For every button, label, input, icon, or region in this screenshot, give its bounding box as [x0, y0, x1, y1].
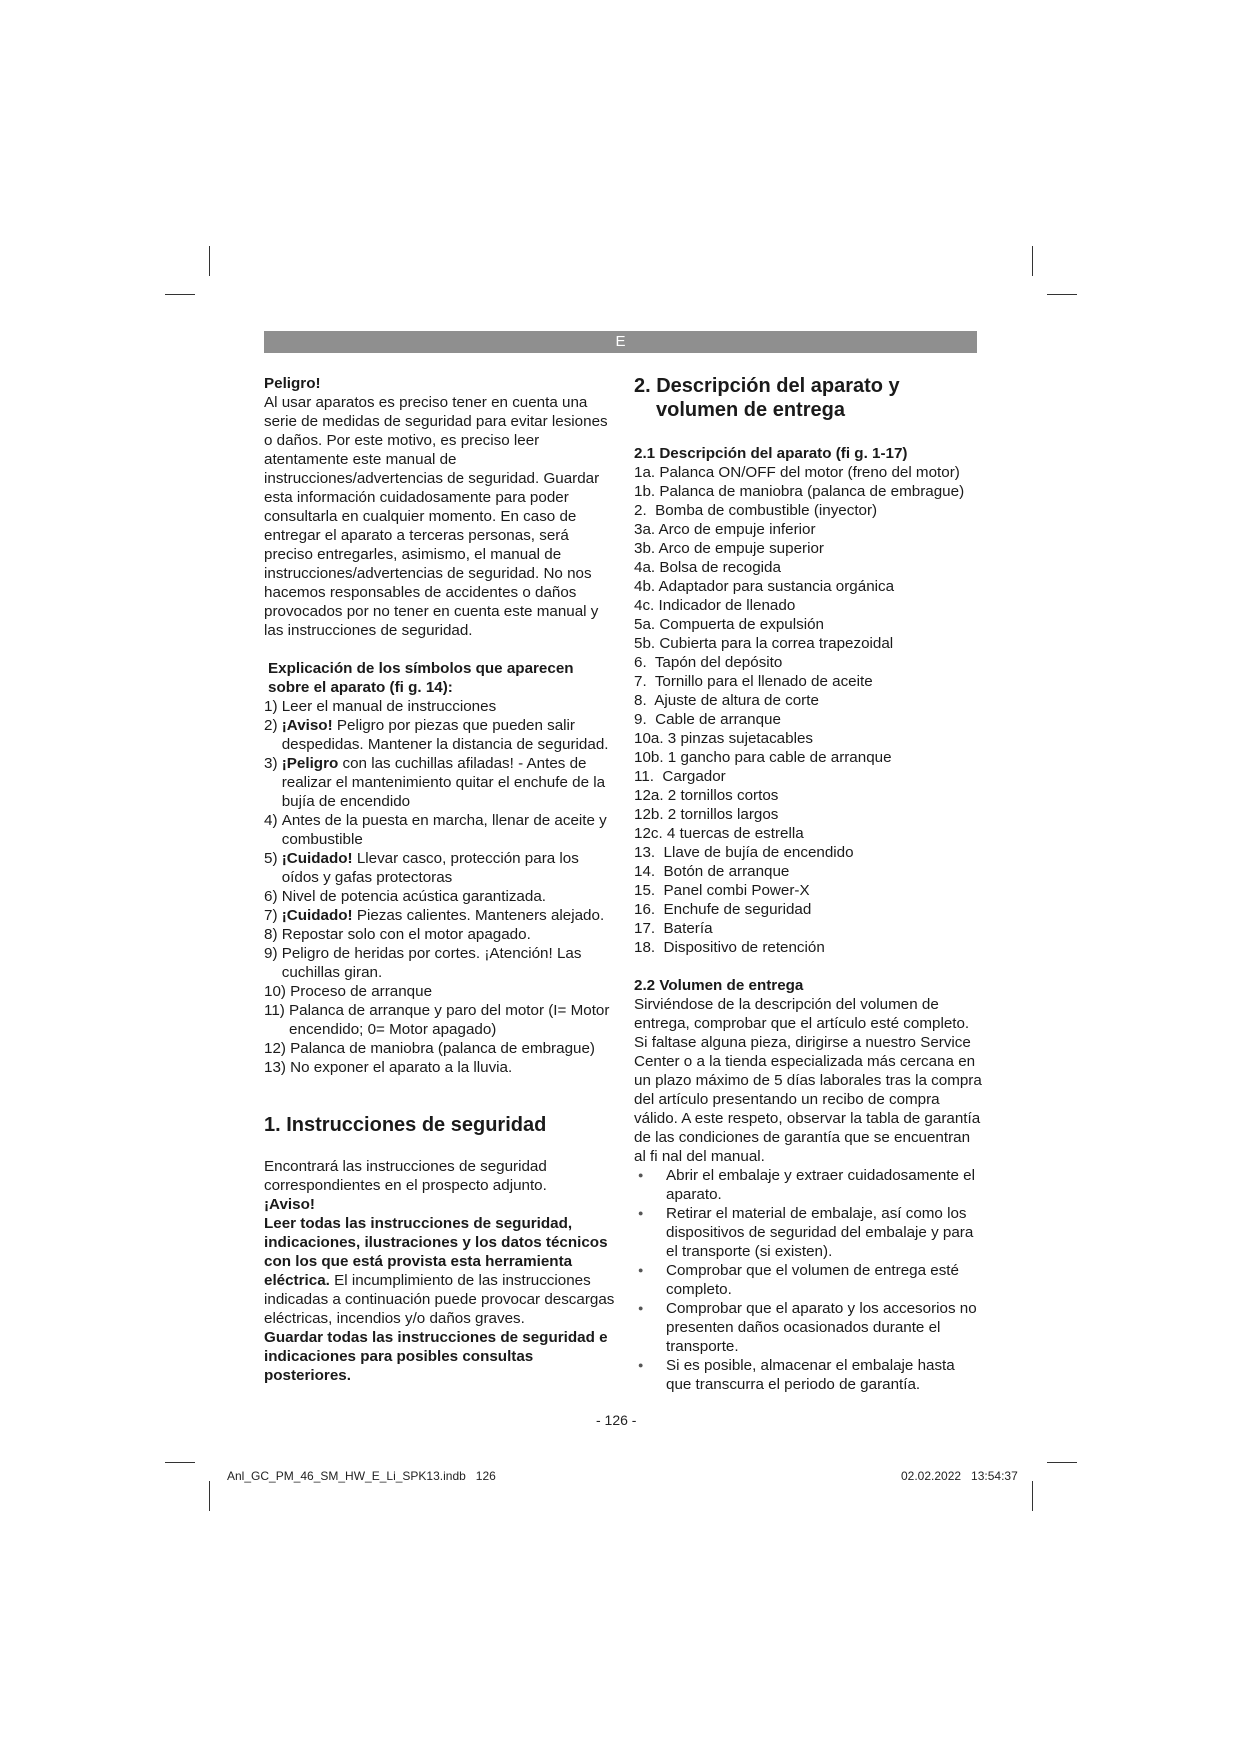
- crop-mark: [165, 1462, 195, 1463]
- part-item: 2. Bomba de combustible (inyector): [634, 502, 878, 519]
- symbol-text: [282, 887, 546, 906]
- bullet-text: Comprobar que el volumen de entrega esté completo.: [666, 1262, 959, 1298]
- part-item: 11. Cargador: [634, 768, 726, 785]
- symbol-item: [264, 1001, 616, 1039]
- footer-file: Anl_GC_PM_46_SM_HW_E_Li_SPK13.indb 126: [227, 1469, 496, 1483]
- symbol-number: 9): [264, 945, 282, 962]
- keep-instructions: Guardar todas las instrucciones de seguridad e indicaciones para posibles consultas posteriores.: [264, 1329, 608, 1384]
- warning-bold: Leer todas las instrucciones de seguridad, indicaciones, ilustraciones y los datos técnicos con los que está provista esta herramienta eléctrica.: [264, 1215, 608, 1289]
- symbol-item: [264, 1058, 616, 1077]
- symbol-number: 11): [264, 1002, 290, 1019]
- part-item: 18. Dispositivo de retención: [634, 939, 825, 956]
- section1-intro: Encontrará las instrucciones de seguridad correspondientes en el prospecto adjunto.: [264, 1158, 547, 1194]
- symbol-item: [264, 887, 616, 906]
- section2-title-line1: 2. Descripción del aparato y: [634, 375, 900, 397]
- right-column: [634, 374, 984, 1394]
- symbol-text: [282, 944, 616, 982]
- symbol-number: 10): [264, 983, 291, 1000]
- language-band: [264, 331, 977, 353]
- subsection-2-2-text: Sirviéndose de la descripción del volumen de entrega, comprobar que el artículo esté completo. Si faltase alguna pieza, dirigirse a nuestro Service Center o a la tienda especializada más cercana en un plazo máximo de 5 días laborales tras la compra del artículo presentando un recibo de compra válido. A este respeto, observar la tabla de garantía de las condiciones de garantía que se encuentran al fi nal del manual.: [634, 996, 982, 1165]
- bullet-item: [634, 1356, 984, 1394]
- bullet-text: Abrir el embalaje y extraer cuidadosamente el aparato.: [666, 1167, 975, 1203]
- symbol-number: 2): [264, 717, 282, 734]
- symbol-item: [264, 925, 616, 944]
- symbol-bold: ¡Peligro: [281, 755, 339, 772]
- part-item: 3b. Arco de empuje superior: [634, 540, 824, 557]
- symbol-rest: No exponer el aparato a la lluvia.: [290, 1059, 513, 1076]
- part-item: 9. Cable de arranque: [634, 711, 781, 728]
- symbol-rest: Peligro de heridas por cortes. ¡Atención! Las cuchillas giran.: [281, 945, 582, 981]
- crop-mark: [165, 294, 195, 295]
- part-item: 12c. 4 tuercas de estrella: [634, 825, 804, 842]
- symbol-rest: Palanca de arranque y paro del motor (I= Motor encendido; 0= Motor apagado): [289, 1002, 610, 1038]
- part-item: 5a. Compuerta de expulsión: [634, 616, 824, 633]
- language-label: E: [615, 333, 626, 350]
- symbol-rest: con las cuchillas afiladas! - Antes de realizar el mantenimiento quitar el enchufe de la bujía de encendido: [281, 755, 606, 810]
- left-column: [264, 374, 616, 1385]
- bullet-dot-icon: ●: [638, 1265, 644, 1275]
- crop-mark: [209, 246, 210, 276]
- part-item: 14. Botón de arranque: [634, 863, 790, 880]
- bullet-dot-icon: ●: [638, 1360, 644, 1370]
- symbol-text: [282, 754, 616, 811]
- section2-title: [634, 374, 984, 422]
- warning-text: El incumplimiento de las instrucciones indicadas a continuación puede provocar descargas eléctricas, incendios y/o daños graves.: [264, 1272, 615, 1327]
- bullet-text: Retirar el material de embalaje, así como los dispositivos de seguridad del embalaje y para el transporte (si existen).: [666, 1205, 974, 1260]
- bullet-dot-icon: ●: [638, 1170, 644, 1180]
- symbol-item: [264, 849, 616, 887]
- page-number: - 126 -: [596, 1412, 637, 1428]
- symbol-text: [282, 906, 604, 925]
- warning-paragraph: [264, 1214, 616, 1328]
- part-item: 1a. Palanca ON/OFF del motor (freno del motor): [634, 464, 960, 481]
- symbol-bold: ¡Cuidado!: [281, 850, 353, 867]
- bullet-text: Si es posible, almacenar el embalaje hasta que transcurra el periodo de garantía.: [666, 1357, 955, 1393]
- part-item: 17. Batería: [634, 920, 713, 937]
- part-item: 4b. Adaptador para sustancia orgánica: [634, 578, 895, 595]
- part-item: 12b. 2 tornillos largos: [634, 806, 779, 823]
- symbol-text: [282, 697, 496, 716]
- part-item: 7. Tornillo para el llenado de aceite: [634, 673, 873, 690]
- part-item: 4c. Indicador de llenado: [634, 597, 796, 614]
- symbol-item: [264, 754, 616, 811]
- part-item: 3a. Arco de empuje inferior: [634, 521, 816, 538]
- part-item: 13. Llave de bujía de encendido: [634, 844, 854, 861]
- symbol-item: [264, 697, 616, 716]
- danger-title: Peligro!: [264, 375, 321, 392]
- symbol-number: 13): [264, 1059, 291, 1076]
- symbol-rest: Peligro por piezas que pueden salir despedidas. Mantener la distancia de seguridad.: [281, 717, 609, 753]
- bullet-item: [634, 1261, 984, 1299]
- section1-title: 1. Instrucciones de seguridad: [264, 1114, 547, 1136]
- symbol-item: [264, 811, 616, 849]
- part-item: 16. Enchufe de seguridad: [634, 901, 812, 918]
- part-item: 5b. Cubierta para la correa trapezoidal: [634, 635, 894, 652]
- symbol-rest: Piezas calientes. Manteners alejado.: [352, 907, 605, 924]
- section2-title-line2: volumen de entrega: [656, 399, 845, 421]
- symbol-number: 6): [264, 888, 282, 905]
- part-item: 1b. Palanca de maniobra (palanca de embrague): [634, 483, 965, 500]
- symbol-text: [282, 925, 531, 944]
- bullet-item: [634, 1166, 984, 1204]
- symbol-text: [282, 716, 616, 754]
- symbol-text: [290, 982, 432, 1001]
- symbol-number: 5): [264, 850, 282, 867]
- symbol-number: 8): [264, 926, 282, 943]
- part-item: 8. Ajuste de altura de corte: [634, 692, 819, 709]
- bullet-list: [634, 1166, 984, 1394]
- symbol-item: [264, 906, 616, 925]
- part-item: 15. Panel combi Power-X: [634, 882, 810, 899]
- symbol-rest: Palanca de maniobra (palanca de embrague): [290, 1040, 595, 1057]
- crop-mark: [1032, 246, 1033, 276]
- part-item: 4a. Bolsa de recogida: [634, 559, 781, 576]
- bullet-dot-icon: ●: [638, 1303, 644, 1313]
- parts-list: [634, 463, 984, 957]
- bullet-text: Comprobar que el aparato y los accesorios no presenten daños ocasionados durante el transporte.: [666, 1300, 977, 1355]
- symbol-rest: Llevar casco, protección para los oídos y gafas protectoras: [281, 850, 579, 886]
- danger-text: Al usar aparatos es preciso tener en cuenta una serie de medidas de seguridad para evitar lesiones o daños. Por este motivo, es preciso leer atentamente este manual de instrucciones/advertencias de seguridad. Guardar esta información cuidadosamente para poder consultarla en cualquier momento. En caso de entregar el aparato a terceras personas, será preciso entregarles, asimismo, el manual de instrucciones/advertencias de seguridad. No nos hacemos responsables de accidentes o daños provocados por no tener en cuenta este manual y las instrucciones de seguridad.: [264, 394, 608, 639]
- crop-mark: [209, 1481, 210, 1511]
- crop-mark: [1047, 1462, 1077, 1463]
- symbol-number: 7): [264, 907, 282, 924]
- symbols-list: [264, 697, 616, 1077]
- symbol-bold: ¡Aviso!: [281, 717, 333, 734]
- symbol-rest: Antes de la puesta en marcha, llenar de aceite y combustible: [281, 812, 607, 848]
- symbol-bold: ¡Cuidado!: [281, 907, 353, 924]
- symbol-number: 12): [264, 1040, 291, 1057]
- symbol-item: [264, 982, 616, 1001]
- part-item: 10a. 3 pinzas sujetacables: [634, 730, 813, 747]
- symbol-text: [290, 1039, 595, 1058]
- symbol-number: 3): [264, 755, 282, 772]
- part-item: 10b. 1 gancho para cable de arranque: [634, 749, 892, 766]
- footer-date: 02.02.2022 13:54:37: [901, 1469, 1018, 1483]
- bullet-dot-icon: ●: [638, 1208, 644, 1218]
- symbol-number: 4): [264, 812, 282, 829]
- symbol-rest: Nivel de potencia acústica garantizada.: [281, 888, 546, 905]
- bullet-item: [634, 1204, 984, 1261]
- symbol-rest: Leer el manual de instrucciones: [281, 698, 497, 715]
- bullet-item: [634, 1299, 984, 1356]
- symbol-number: 1): [264, 698, 282, 715]
- symbol-rest: Repostar solo con el motor apagado.: [281, 926, 531, 943]
- symbol-text: [290, 1058, 512, 1077]
- symbol-item: [264, 716, 616, 754]
- subsection-2-2-title: 2.2 Volumen de entrega: [634, 977, 804, 994]
- symbol-text: [282, 811, 616, 849]
- subsection-2-1-title: 2.1 Descripción del aparato (fi g. 1-17): [634, 445, 908, 462]
- symbol-text: [282, 849, 616, 887]
- aviso-label: ¡Aviso!: [264, 1196, 315, 1213]
- crop-mark: [1047, 294, 1077, 295]
- symbol-text: [289, 1001, 616, 1039]
- symbol-item: [264, 944, 616, 982]
- symbol-rest: Proceso de arranque: [290, 983, 433, 1000]
- symbols-title: Explicación de los símbolos que aparecen sobre el aparato (fi g. 14):: [268, 660, 574, 696]
- part-item: 6. Tapón del depósito: [634, 654, 783, 671]
- crop-mark: [1032, 1481, 1033, 1511]
- symbol-item: [264, 1039, 616, 1058]
- part-item: 12a. 2 tornillos cortos: [634, 787, 779, 804]
